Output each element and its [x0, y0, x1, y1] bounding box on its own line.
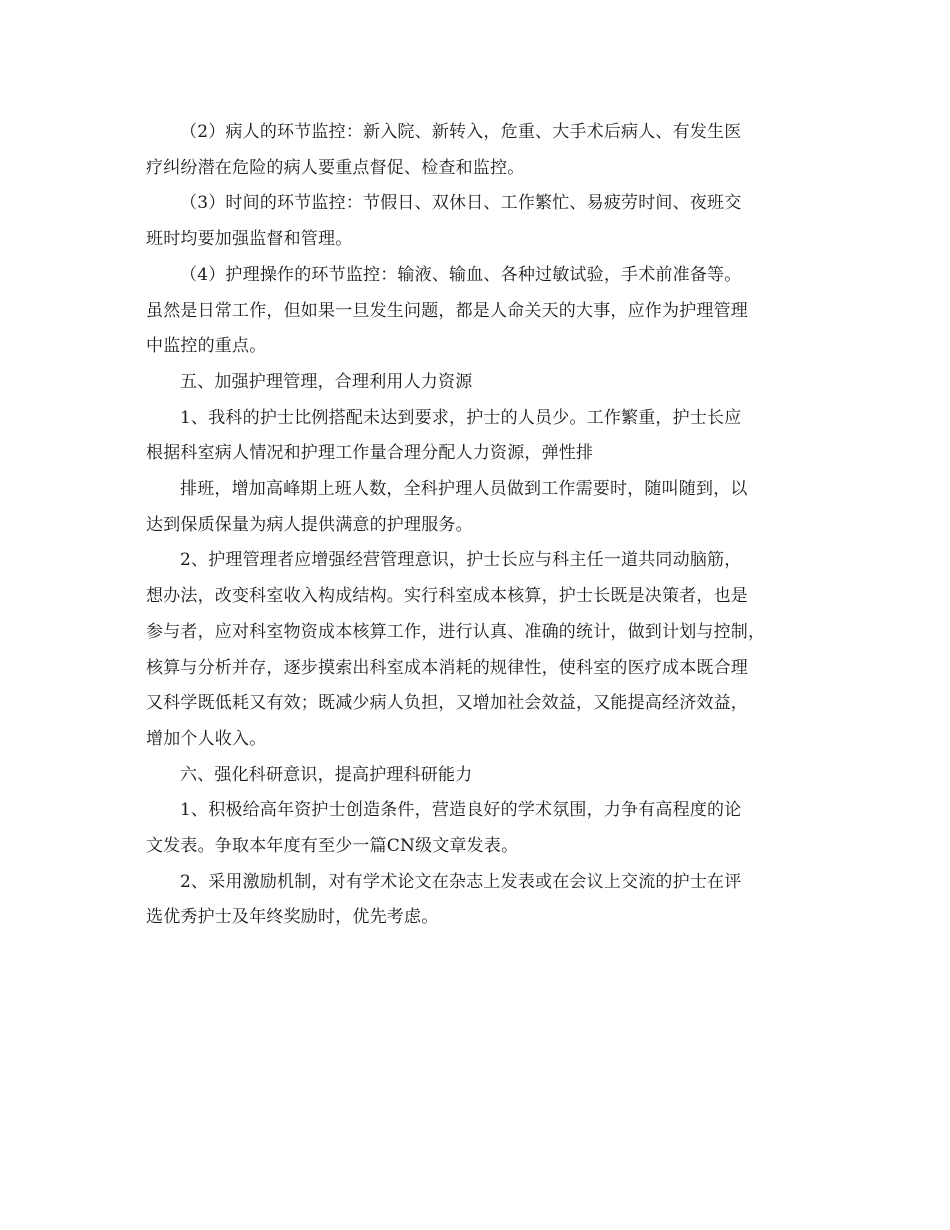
- text-line: 核算与分析并存，逐步摸索出科室成本消耗的规律性，使科室的医疗成本既合理: [146, 657, 748, 678]
- text-line: 排班，增加高峰期上班人数，全科护理人员做到工作需要时，随叫随到，以: [180, 479, 748, 500]
- section-heading-six: [146, 758, 812, 794]
- text-line: 1、积极给高年资护士创造条件，营造良好的学术氛围，力争有高程度的论: [180, 800, 742, 821]
- text-line: （4）护理操作的环节监控：输液、输血、各种过敏试验，手术前准备等。: [180, 264, 742, 285]
- text-line: 想办法，改变科室收入构成结构。实行科室成本核算，护士长既是决策者，也是: [146, 586, 748, 607]
- text-line: 增加个人收入。: [146, 728, 267, 749]
- paragraph-incentive: [146, 865, 812, 936]
- text-line: 选优秀护士及年终奖励时，优先考虑。: [146, 907, 439, 928]
- text-line: （3）时间的环节监控：节假日、双休日、工作繁忙、易疲劳时间、夜班交: [180, 193, 742, 214]
- text-line: 参与者，应对科室物资成本核算工作，进行认真、准确的统计，做到计划与控制，: [146, 621, 766, 642]
- section-heading-five: [146, 365, 812, 401]
- paragraph-research-conditions: [146, 793, 812, 864]
- paragraph-patient-monitoring: [146, 115, 812, 186]
- text-line: （2）病人的环节监控：新入院、新转入，危重、大手术后病人、有发生医: [180, 122, 742, 142]
- text-line: 2、采用激励机制，对有学术论文在杂志上发表或在会议上交流的护士在评: [180, 871, 742, 892]
- document-body: [146, 115, 812, 936]
- paragraph-scheduling: [146, 472, 812, 543]
- paragraph-cost-management: [146, 543, 812, 757]
- text-line: 疗纠纷潜在危险的病人要重点督促、检查和监控。: [146, 157, 525, 178]
- paragraph-time-monitoring: [146, 186, 812, 257]
- paragraph-staffing: [146, 401, 812, 472]
- text-line: 1、我科的护士比例搭配未达到要求，护士的人员少。工作繁重，护士长应: [180, 407, 742, 428]
- text-line: 文发表。争取本年度有至少一篇CN级文章发表。: [146, 836, 519, 857]
- section-heading-text: 五、加强护理管理，合理利用人力资源: [180, 371, 473, 392]
- text-line: 虽然是日常工作，但如果一旦发生问题，都是人命关天的大事，应作为护理管理: [146, 300, 748, 321]
- text-line: 又科学既低耗又有效；既减少病人负担，又增加社会效益，又能提高经济效益，: [146, 693, 748, 714]
- text-line: 中监控的重点。: [146, 336, 267, 357]
- section-heading-text: 六、强化科研意识，提高护理科研能力: [180, 764, 473, 785]
- paragraph-operation-monitoring: [146, 258, 812, 365]
- text-line: 达到保质保量为病人提供满意的护理服务。: [146, 514, 473, 535]
- text-line: 班时均要加强监督和管理。: [146, 229, 353, 250]
- text-line: 2、护理管理者应增强经营管理意识，护士长应与科主任一道共同动脑筋，: [180, 550, 742, 571]
- text-line: 根据科室病人情况和护理工作量合理分配人力资源，弹性排: [146, 443, 594, 464]
